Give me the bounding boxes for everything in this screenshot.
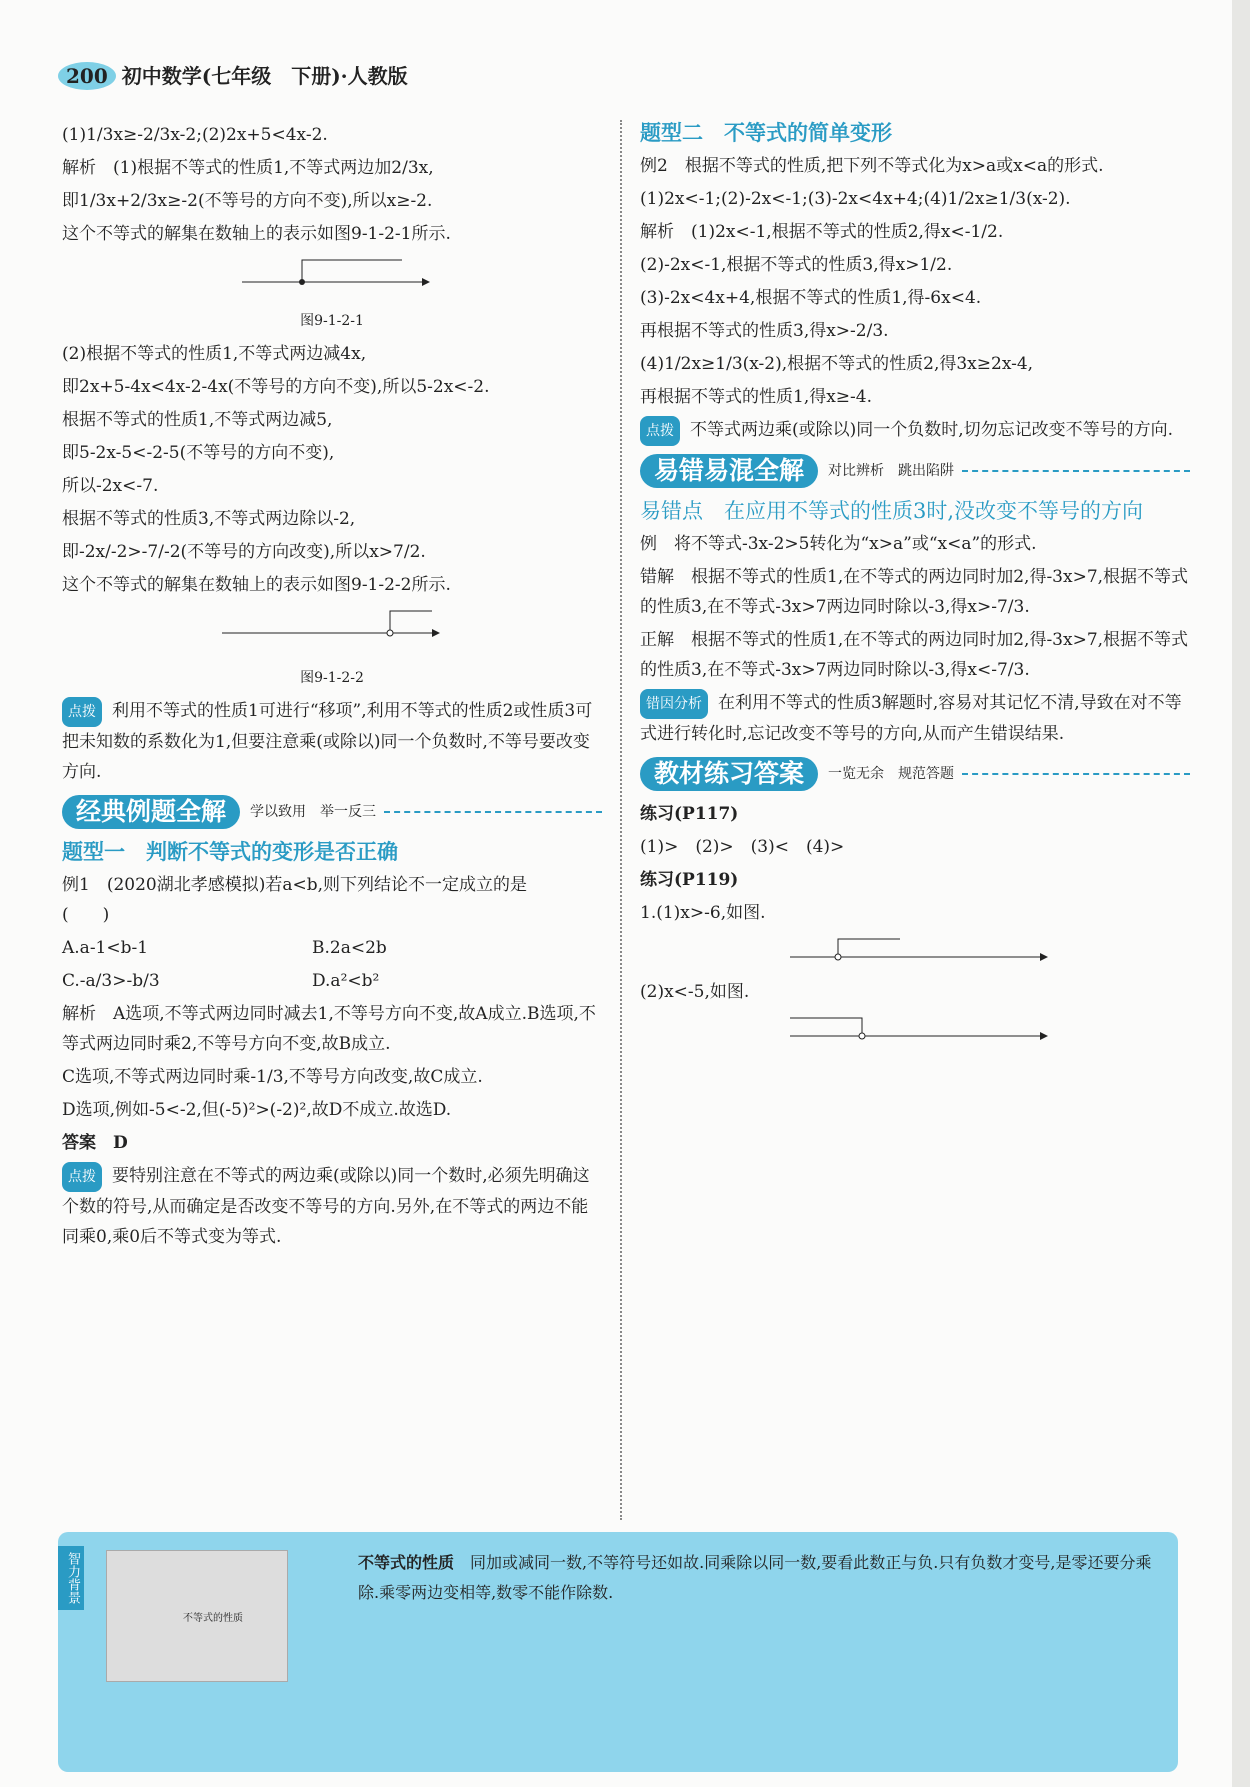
- exercise-heading: 练习(P117): [640, 804, 739, 824]
- error-analysis: [640, 688, 1190, 749]
- solution-line: 根据不等式的性质1,不等式两边减5,: [62, 410, 333, 430]
- tip-paragraph: [62, 1161, 602, 1252]
- solution-line: 即5-2x-5<-2-5(不等号的方向不变),: [62, 443, 335, 463]
- page-header: [58, 60, 408, 90]
- section-banner: [62, 795, 602, 829]
- example-stem: 例1 (2020湖北孝感模拟)若a<b,则下列结论不一定成立的是 ( ): [62, 875, 596, 925]
- figure-caption: 图9-1-2-1: [300, 313, 364, 329]
- number-line-1: [62, 252, 602, 296]
- option-c: C.-a/3>-b/3: [62, 971, 160, 991]
- banner-title: 经典例题全解: [62, 795, 240, 829]
- banner-subtitle: 学以致用 举一反三: [250, 804, 377, 820]
- footer-title: 不等式的性质: [358, 1553, 455, 1572]
- solution-line: 根据不等式的性质3,不等式两边除以-2,: [62, 509, 356, 529]
- tip-badge: 点拨: [62, 697, 102, 727]
- question-type-heading: 题型二 不等式的简单变形: [640, 120, 892, 145]
- section-banner: [640, 757, 1190, 791]
- figure-caption: 图9-1-2-2: [300, 670, 364, 686]
- solution-line: (2)根据不等式的性质1,不等式两边减4x,: [62, 344, 367, 364]
- exercise-answer: (2)x<-5,如图.: [640, 982, 750, 1002]
- options-row: [62, 966, 602, 996]
- analysis-text: C选项,不等式两边同时乘-1/3,不等号方向改变,故C成立.: [62, 1067, 483, 1087]
- solution-line: 再根据不等式的性质3,得x>-2/3.: [640, 321, 889, 341]
- tip-paragraph: [62, 696, 602, 787]
- exercise-answers: (1)> (2)> (3)< (4)>: [640, 837, 845, 857]
- banner-subtitle: 对比辨析 跳出陷阱: [828, 463, 955, 479]
- option-d: D.a²<b²: [312, 971, 380, 991]
- example-stem: 例2 根据不等式的性质,把下列不等式化为x>a或x<a的形式.: [640, 156, 1104, 176]
- options-row: [62, 933, 602, 963]
- tip-paragraph: [640, 415, 1190, 446]
- page-number: 200: [58, 62, 116, 90]
- right-column: [640, 118, 1190, 1056]
- tip-badge: 点拨: [640, 416, 680, 446]
- footer-body: 同加或减同一数,不等符号还如故.同乘除以同一数,要看此数正与负.只有负数才变号,是零还要分乘除.乘零两边变相等,数零不能作除数.: [358, 1553, 1152, 1602]
- solution-line: 再根据不等式的性质1,得x≥-4.: [640, 387, 873, 407]
- left-column: [62, 120, 602, 1255]
- footer-side-label: 智力背景: [58, 1546, 84, 1610]
- tip-text: 不等式两边乘(或除以)同一个负数时,切勿忘记改变不等号的方向.: [690, 420, 1174, 440]
- problem-line: (1)1/3x≥-2/3x-2;(2)2x+5<4x-2.: [62, 125, 328, 145]
- exercise-heading: 练习(P119): [640, 870, 739, 890]
- banner-title: 易错易混全解: [640, 454, 818, 488]
- solution-line: 即-2x/-2>-7/-2(不等号的方向改变),所以x>7/2.: [62, 542, 426, 562]
- number-line-3: [640, 931, 1190, 967]
- answer-line: 答案 D: [62, 1133, 128, 1153]
- solution-line: 解析 (1)2x<-1,根据不等式的性质2,得x<-1/2.: [640, 222, 1004, 242]
- number-line-2: [62, 603, 602, 653]
- solution-line: 即1/3x+2/3x≥-2(不等号的方向不变),所以x≥-2.: [62, 191, 433, 211]
- banner-title: 教材练习答案: [640, 757, 818, 791]
- section-banner: [640, 454, 1190, 488]
- banner-line: [384, 811, 602, 813]
- thumbnail-image: [106, 1550, 288, 1682]
- solution-line: (2)-2x<-1,根据不等式的性质3,得x>1/2.: [640, 255, 953, 275]
- book-title: 初中数学(七年级 下册)·人教版: [121, 64, 408, 88]
- banner-subtitle: 一览无余 规范答题: [828, 766, 955, 782]
- footer-text: [358, 1548, 1158, 1608]
- banner-line: [962, 773, 1190, 775]
- correct-solution: 正解 根据不等式的性质1,在不等式的两边同时加2,得-3x>7,根据不等式的性质3,在不等式-3x>7两边同时除以-3,得x<-7/3.: [640, 630, 1189, 680]
- tip-text: 要特别注意在不等式的两边乘(或除以)同一个数时,必须先明确这个数的符号,从而确定是否改变不等号的方向.另外,在不等式的两边不能同乘0,乘0后不等式变为等式.: [62, 1166, 590, 1247]
- example-stem: 例 将不等式-3x-2>5转化为“x>a”或“x<a”的形式.: [640, 534, 1037, 554]
- number-line-4: [640, 1010, 1190, 1046]
- column-divider: [620, 120, 622, 1520]
- solution-line: 解析 (1)根据不等式的性质1,不等式两边加2/3x,: [62, 158, 434, 178]
- tip-text: 利用不等式的性质1可进行“移项”,利用不等式的性质2或性质3可把未知数的系数化为1,但要注意乘(或除以)同一个负数时,不等号要改变方向.: [62, 701, 593, 782]
- error-point-heading: 易错点 在应用不等式的性质3时,没改变不等号的方向: [640, 499, 1144, 523]
- banner-line: [962, 470, 1190, 472]
- option-b: B.2a<2b: [312, 938, 387, 958]
- example-items: (1)2x<-1;(2)-2x<-1;(3)-2x<4x+4;(4)1/2x≥1/3(x-2).: [640, 189, 1071, 209]
- error-analysis-text: 在利用不等式的性质3解题时,容易对其记忆不清,导致在对不等式进行转化时,忘记改变不等号的方向,从而产生错误结果.: [640, 693, 1182, 744]
- error-badge: 错因分析: [640, 689, 708, 719]
- option-a: A.a-1<b-1: [62, 938, 149, 958]
- wrong-solution: 错解 根据不等式的性质1,在不等式的两边同时加2,得-3x>7,根据不等式的性质3,在不等式-3x>7两边同时除以-3,得x>-7/3.: [640, 567, 1189, 617]
- solution-line: (4)1/2x≥1/3(x-2),根据不等式的性质2,得3x≥2x-4,: [640, 354, 1034, 374]
- exercise-answer: 1.(1)x>-6,如图.: [640, 903, 766, 923]
- solution-line: 即2x+5-4x<4x-2-4x(不等号的方向不变),所以5-2x<-2.: [62, 377, 490, 397]
- page-edge: [1232, 0, 1250, 1787]
- solution-line: 这个不等式的解集在数轴上的表示如图9-1-2-2所示.: [62, 575, 451, 595]
- solution-line: (3)-2x<4x+4,根据不等式的性质1,得-6x<4.: [640, 288, 982, 308]
- analysis-text: 解析 A选项,不等式两边同时减去1,不等号方向不变,故A成立.B选项,不等式两边同时乘2,不等号方向不变,故B成立.: [62, 1004, 596, 1054]
- analysis-text: D选项,例如-5<-2,但(-5)²>(-2)²,故D不成立.故选D.: [62, 1100, 452, 1120]
- solution-line: 所以-2x<-7.: [62, 476, 159, 496]
- footer-panel: [58, 1532, 1178, 1772]
- tip-badge: 点拨: [62, 1162, 102, 1192]
- question-type-heading: 题型一 判断不等式的变形是否正确: [62, 839, 398, 864]
- solution-line: 这个不等式的解集在数轴上的表示如图9-1-2-1所示.: [62, 224, 451, 244]
- thumbnail-title: 不等式的性质: [183, 1613, 243, 1624]
